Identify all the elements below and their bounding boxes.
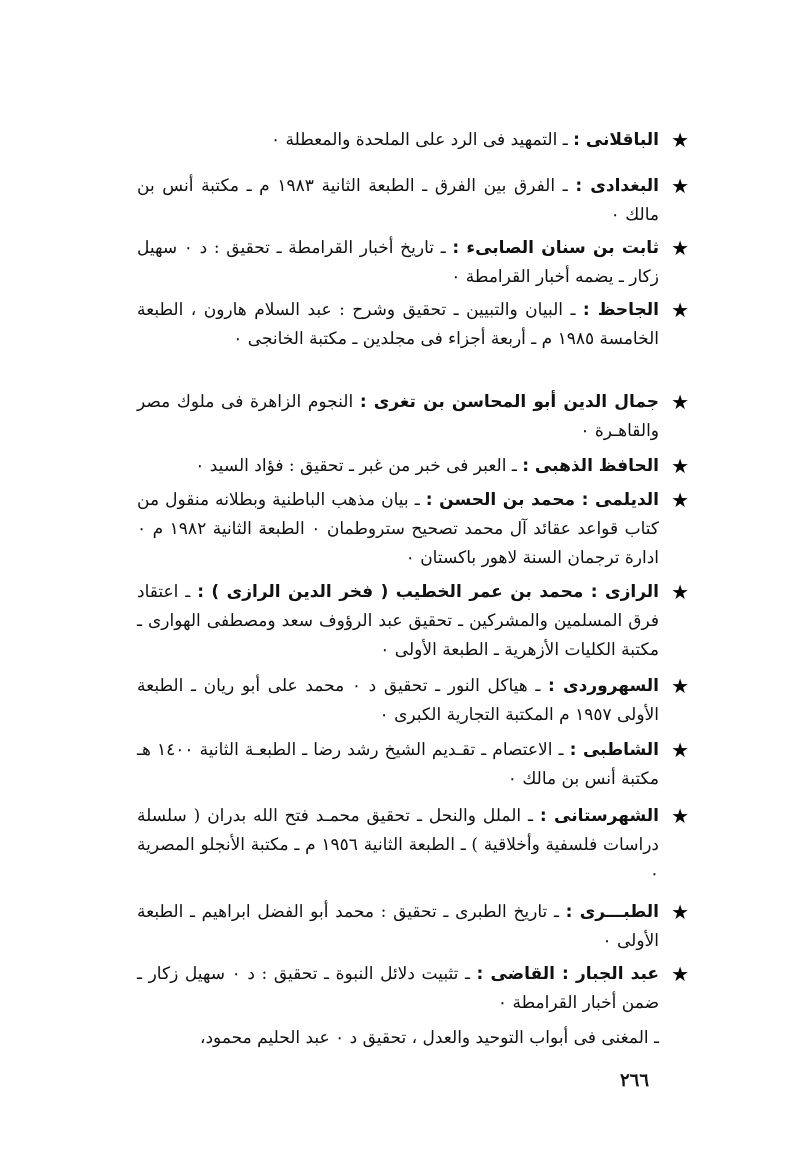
entry-author: الرازى : محمد بن عمر الخطيب ( فخر الدين الرازى ) : bbox=[197, 582, 660, 602]
star-bullet-icon: ★ bbox=[671, 174, 689, 198]
star-bullet-icon: ★ bbox=[671, 298, 689, 322]
bibliography-entry bbox=[137, 898, 689, 956]
page-number: ٢٦٦ bbox=[620, 1070, 650, 1091]
star-bullet-icon: ★ bbox=[671, 488, 689, 512]
entry-text: ـ تاريخ الطبرى ـ تحقيق : محمد أبو الفضل ابراهيم ـ الطبعة الأولى ٠ bbox=[137, 902, 659, 951]
entry-author: ثابت بن سنان الصابىء : bbox=[452, 238, 659, 258]
bibliography-entry bbox=[137, 234, 689, 292]
star-bullet-icon: ★ bbox=[671, 738, 689, 762]
bibliography-entry bbox=[137, 126, 689, 155]
entry-text: ـ بيان مذهب الباطنية وبطلانه منقول من كتاب قواعد عقائد آل محمد تصحيح ستروطمان ٠ الطبعة الثانية ١٩٨٢ م ٠ ادارة ترجمان السنة لاهور باكستان ٠ bbox=[137, 490, 659, 568]
bibliography-entry bbox=[137, 802, 689, 889]
entry-author: البغدادى : bbox=[575, 176, 659, 196]
entry-author: الطبـــرى : bbox=[565, 902, 659, 922]
entry-author: الشهرستانى : bbox=[539, 806, 659, 826]
entry-text: ـ البيان والتبيين ـ تحقيق وشرح : عبد السلام هارون ، الطبعة الخامسة ١٩٨٥ م ـ أربعة أجزاء فى مجلدين ـ مكتبة الخانجى ٠ bbox=[137, 300, 659, 349]
bibliography-entry bbox=[137, 672, 689, 730]
star-bullet-icon: ★ bbox=[671, 236, 689, 260]
entry-text: ـ العبر فى خبر من غبر ـ تحقيق : فؤاد السيد ٠ bbox=[195, 456, 523, 476]
entry-author: الجاحظ : bbox=[582, 300, 659, 320]
entry-author: الديلمى : محمد بن الحسن : bbox=[425, 490, 659, 510]
bibliography-entry bbox=[137, 486, 689, 573]
entry-author: الحافظ الذهبى : bbox=[522, 456, 659, 476]
entry-text: ـ التمهيد فى الرد على الملحدة والمعطلة ٠ bbox=[270, 130, 574, 150]
star-bullet-icon: ★ bbox=[671, 390, 689, 414]
bibliography-entry bbox=[137, 578, 689, 665]
bibliography-entry bbox=[137, 452, 689, 481]
entry-text: ـ المغنى فى أبواب التوحيد والعدل ، تحقيق د ٠ عبد الحليم محمود، bbox=[200, 1028, 659, 1048]
bibliography-entry bbox=[137, 388, 689, 446]
star-bullet-icon: ★ bbox=[671, 962, 689, 986]
entry-author: عبد الجبار : القاضى : bbox=[476, 964, 660, 984]
bibliography-entry bbox=[137, 960, 689, 1018]
bibliography-entry-continuation bbox=[137, 1024, 659, 1053]
entry-author: الباقلانى : bbox=[573, 130, 659, 150]
bibliography-entry bbox=[137, 736, 689, 794]
entry-text: ـ هياكل النور ـ تحقيق د ٠ محمد على أبو ريان ـ الطبعة الأولى ١٩٥٧ م المكتبة التجارية الكبرى ٠ bbox=[137, 676, 659, 725]
entry-text: ـ الملل والنحل ـ تحقيق محمـد فتح الله بدران ( سلسلة دراسات فلسفية وأخلاقية ) ـ الطبعة الثانية ١٩٥٦ م ـ مكتبة الأنجلو المصرية ٠ bbox=[137, 806, 659, 884]
entry-author: جمال الدين أبو المحاسن بن تغرى : bbox=[359, 392, 659, 412]
entry-text: ـ الاعتصام ـ تقـديم الشيخ رشد رضا ـ الطبعـة الثانية ١٤٠٠ هـ مكتبة أنس بن مالك ٠ bbox=[137, 740, 659, 789]
entry-author: السهروردى : bbox=[548, 676, 659, 696]
star-bullet-icon: ★ bbox=[671, 454, 689, 478]
star-bullet-icon: ★ bbox=[671, 128, 689, 152]
star-bullet-icon: ★ bbox=[671, 900, 689, 924]
entry-author: الشاطبى : bbox=[569, 740, 660, 760]
bibliography-entry bbox=[137, 172, 689, 230]
star-bullet-icon: ★ bbox=[671, 580, 689, 604]
entry-text: النجوم الزاهرة فى ملوك مصر والقاهـرة ٠ bbox=[137, 392, 659, 441]
entry-text: ـ الفرق بين الفرق ـ الطبعة الثانية ١٩٨٣ م ـ مكتبة أنس بن مالك ٠ bbox=[137, 176, 659, 225]
entry-text: ـ اعتقاد فرق المسلمين والمشركين ـ تحقيق عبد الرؤوف سعد ومصطفى الهوارى ـ مكتبة الكليات الأزهرية ـ الطبعة الأولى ٠ bbox=[137, 582, 659, 660]
star-bullet-icon: ★ bbox=[671, 674, 689, 698]
entry-text: ـ تثبيت دلائل النبوة ـ تحقيق : د ٠ سهيل زكار ـ ضمن أخبار القرامطة ٠ bbox=[137, 964, 659, 1013]
bibliography-entry bbox=[137, 296, 689, 354]
entry-text: ـ تاريخ أخبار القرامطة ـ تحقيق : د ٠ سهيل زكار ـ يضمه أخبار القرامطة ٠ bbox=[137, 238, 659, 287]
star-bullet-icon: ★ bbox=[671, 804, 689, 828]
